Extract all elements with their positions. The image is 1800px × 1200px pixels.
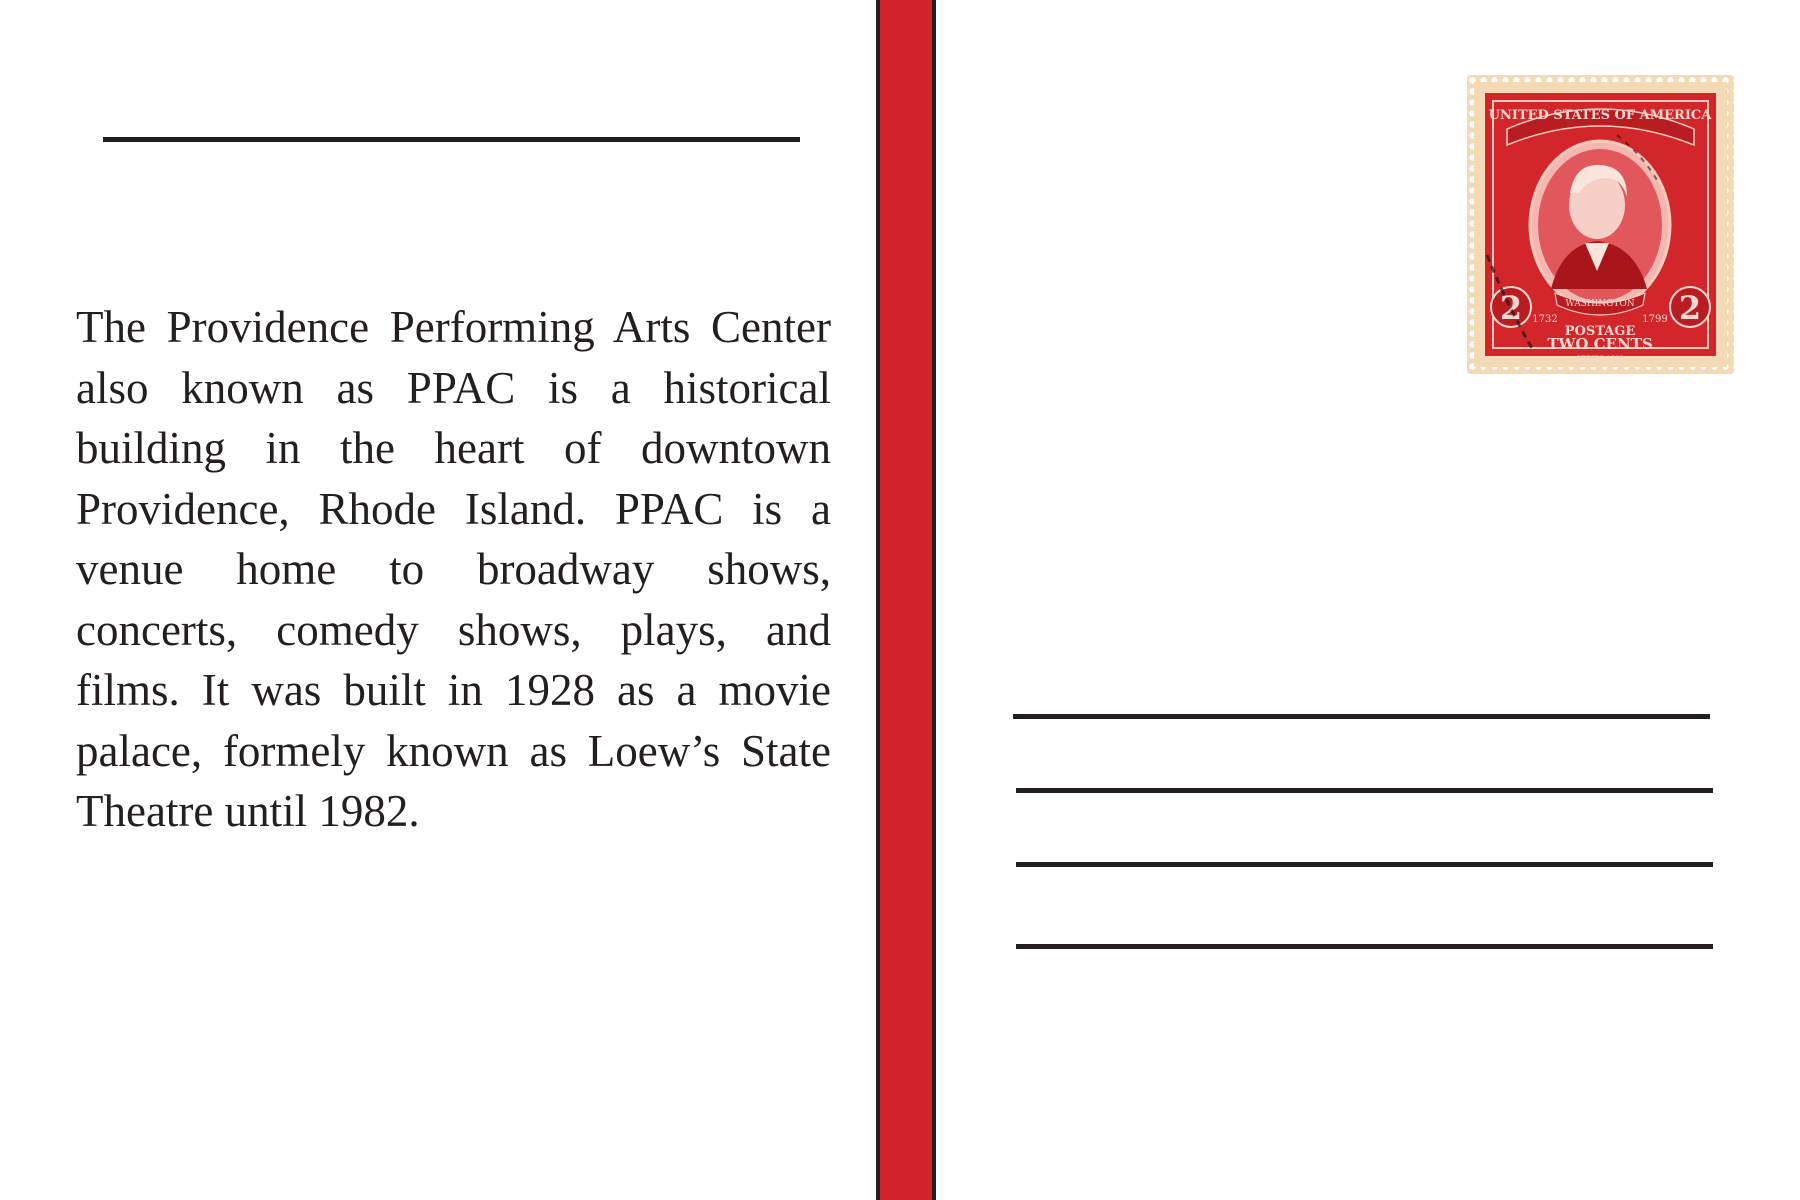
address-line	[1016, 788, 1713, 793]
stamp-series: SERIES 1902	[1576, 355, 1624, 363]
stamp-denomination-right: 2	[1678, 289, 1702, 327]
center-divider	[876, 0, 936, 1200]
postage-stamp-icon	[1467, 75, 1734, 374]
message-text: The Providence Performing Arts Center also known as PPAC is a historical building in the heart of downtown Providence, Rhode Island. PPAC is a venue home to broadway shows, concerts, comedy shows, plays, and films. It was built in 1928 as a movie palace, formely known as Loew’s State Theatre until 1982.	[76, 302, 831, 836]
address-line	[1013, 714, 1710, 719]
stamp-year-left: 1732	[1532, 314, 1558, 325]
stamp-value-text: TWO CENTS	[1547, 335, 1653, 353]
stamp-year-right: 1799	[1642, 314, 1668, 325]
address-line	[1016, 944, 1713, 949]
title-line	[103, 137, 800, 142]
stamp-denomination-left: 2	[1499, 289, 1523, 327]
stamp-top-text: UNITED STATES OF AMERICA	[1488, 108, 1712, 123]
stamp-postage-label: POSTAGE	[1564, 324, 1636, 339]
address-line	[1016, 862, 1713, 867]
stamp-name: WASHINGTON	[1565, 299, 1635, 309]
